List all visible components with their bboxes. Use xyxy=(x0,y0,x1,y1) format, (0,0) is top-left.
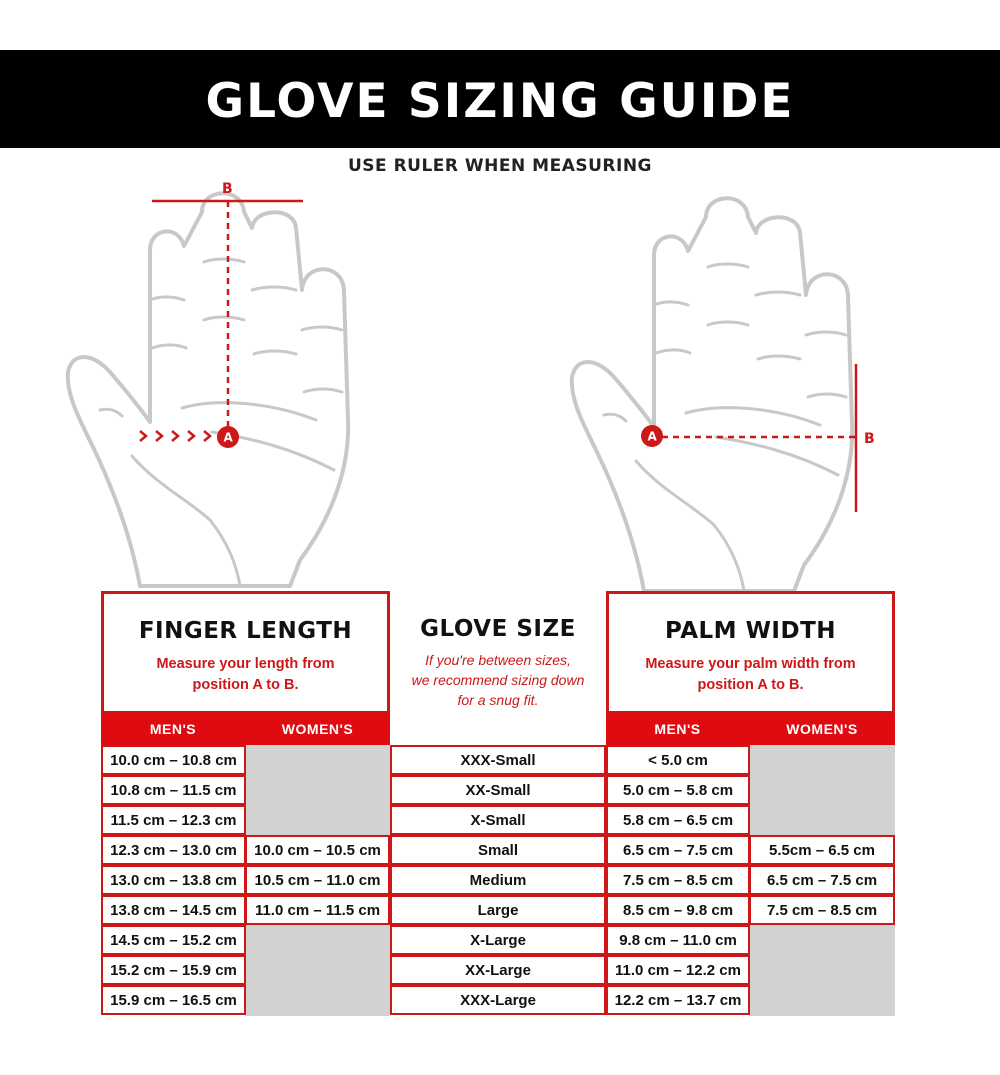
glove-size-title: GLOVE SIZE xyxy=(420,616,576,642)
finger-length-mens-header: MEN'S xyxy=(101,713,245,745)
glove-size-cell: Medium xyxy=(390,865,606,895)
finger-length-womens-header: WOMEN'S xyxy=(245,713,390,745)
finger-women-cell: 11.0 cm – 11.5 cm xyxy=(245,895,390,925)
glove-size-cell: XX-Small xyxy=(390,775,606,805)
glove-size-cell: XXX-Large xyxy=(390,985,606,1015)
finger-women-empty-bottom xyxy=(245,925,390,1016)
palm-width-point-b-label: B xyxy=(864,431,875,447)
palm-width-box xyxy=(606,591,895,714)
finger-men-cell: 15.9 cm – 16.5 cm xyxy=(101,985,246,1015)
finger-men-cell: 10.0 cm – 10.8 cm xyxy=(101,745,246,775)
finger-men-cell: 14.5 cm – 15.2 cm xyxy=(101,925,246,955)
left-hand-icon xyxy=(68,193,348,586)
palm-women-cell: 5.5cm – 6.5 cm xyxy=(749,835,895,865)
palm-width-womens-header: WOMEN'S xyxy=(749,713,895,745)
palm-women-cell: 6.5 cm – 7.5 cm xyxy=(749,865,895,895)
palm-men-cell: 8.5 cm – 9.8 cm xyxy=(606,895,750,925)
finger-men-cell: 10.8 cm – 11.5 cm xyxy=(101,775,246,805)
page-subtitle: USE RULER WHEN MEASURING xyxy=(348,156,652,176)
glove-size-cell: X-Large xyxy=(390,925,606,955)
palm-width-description: Measure your palm width from position A to B. xyxy=(645,656,856,693)
palm-width-mens-header: MEN'S xyxy=(606,713,749,745)
palm-women-cell: 7.5 cm – 8.5 cm xyxy=(749,895,895,925)
finger-men-cell: 15.2 cm – 15.9 cm xyxy=(101,955,246,985)
glove-size-cell: XXX-Small xyxy=(390,745,606,775)
finger-length-title: FINGER LENGTH xyxy=(138,618,353,644)
finger-length-point-a-label: A xyxy=(223,430,233,445)
palm-men-cell: 5.0 cm – 5.8 cm xyxy=(606,775,750,805)
finger-length-point-b-label: B xyxy=(222,181,233,197)
finger-men-cell: 11.5 cm – 12.3 cm xyxy=(101,805,246,835)
finger-length-description: Measure your length from position A to B. xyxy=(156,656,335,693)
palm-men-cell: 6.5 cm – 7.5 cm xyxy=(606,835,750,865)
palm-men-cell: 11.0 cm – 12.2 cm xyxy=(606,955,750,985)
palm-men-cell: 9.8 cm – 11.0 cm xyxy=(606,925,750,955)
finger-women-cell: 10.5 cm – 11.0 cm xyxy=(245,865,390,895)
palm-men-cell: 12.2 cm – 13.7 cm xyxy=(606,985,750,1015)
right-hand-icon xyxy=(572,198,852,591)
glove-size-cell: Large xyxy=(390,895,606,925)
palm-women-empty-top xyxy=(749,745,895,835)
finger-men-cell: 13.8 cm – 14.5 cm xyxy=(101,895,246,925)
palm-men-cell: 7.5 cm – 8.5 cm xyxy=(606,865,750,895)
glove-size-cell: Small xyxy=(390,835,606,865)
glove-size-cell: XX-Large xyxy=(390,955,606,985)
glove-size-cell: X-Small xyxy=(390,805,606,835)
palm-men-cell: < 5.0 cm xyxy=(606,745,750,775)
finger-women-cell: 10.0 cm – 10.5 cm xyxy=(245,835,390,865)
finger-men-cell: 13.0 cm – 13.8 cm xyxy=(101,865,246,895)
finger-length-box xyxy=(101,591,390,714)
palm-width-title: PALM WIDTH xyxy=(664,618,837,644)
page-title: GLOVE SIZING GUIDE xyxy=(205,73,795,129)
palm-women-empty-bottom xyxy=(749,925,895,1016)
glove-size-description: If you're between sizes, we recommend sizing down for a snug fit. xyxy=(411,652,585,708)
finger-men-cell: 12.3 cm – 13.0 cm xyxy=(101,835,246,865)
palm-men-cell: 5.8 cm – 6.5 cm xyxy=(606,805,750,835)
finger-women-empty-top xyxy=(245,745,390,835)
palm-width-point-a-label: A xyxy=(647,429,657,444)
